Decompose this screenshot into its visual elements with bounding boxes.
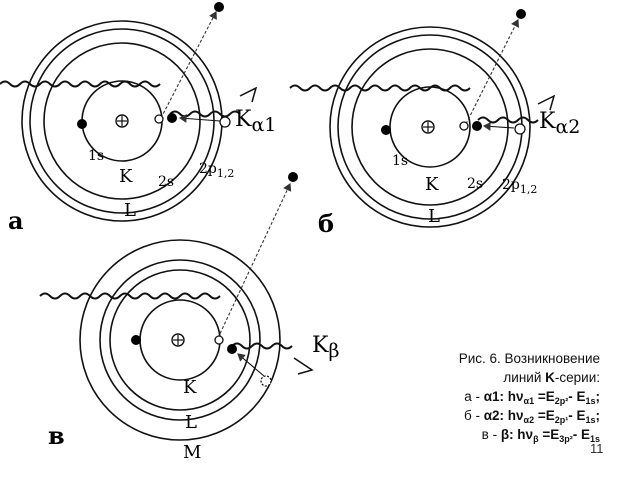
nucleus-icon — [116, 115, 128, 127]
shell-L-label: L — [185, 412, 197, 433]
shell-K-label: K — [425, 174, 439, 195]
shell-M-label: M — [183, 442, 202, 463]
electron-transition-target — [227, 344, 237, 354]
level-2p-label: $2p_{1,2}$ — [502, 177, 538, 196]
transition-label: Kα2 — [539, 109, 581, 138]
vacancy-1s — [215, 336, 223, 344]
ejected-electron — [214, 2, 224, 12]
ejected-electron-path — [161, 12, 216, 118]
shell-L-label: L — [124, 200, 136, 221]
caption-row-b: б - α2: $h\nu_{\alpha 2} =E_{2p^1}-$ $E_{1s}$; — [463, 408, 600, 425]
caption-title: Рис. 6. Возникновение — [458, 351, 600, 366]
emitted-photon-wave — [170, 112, 240, 117]
shell-L-label: L — [428, 206, 440, 227]
ejected-electron — [516, 9, 526, 19]
incident-photon-wave — [40, 294, 220, 299]
electron-transition-target — [472, 121, 482, 131]
panel-letter-a: а — [8, 206, 24, 235]
nucleus-icon — [422, 121, 434, 133]
emitted-arrow-icon — [538, 96, 554, 110]
level-2s-label: 2s — [158, 174, 175, 190]
ejected-electron-path — [218, 184, 290, 338]
electron-transition-target — [167, 113, 177, 123]
caption-subtitle: линий K-серии: — [503, 370, 600, 385]
vacancy-1s — [460, 122, 468, 130]
panel-letter-c: в — [48, 421, 65, 450]
shell-K-label: K — [119, 166, 133, 187]
emitted-photon-wave — [232, 344, 292, 349]
electron-1s-left — [77, 119, 87, 129]
level-2p-label: $2p_{1,2}$ — [199, 161, 235, 180]
transition-label: Kα1 — [235, 107, 277, 136]
electron-1s-left — [381, 125, 391, 135]
electron-1s-left — [131, 335, 141, 345]
shell-K-label: K — [183, 377, 197, 398]
emitted-arrow-icon — [240, 88, 256, 102]
panel-c — [40, 172, 339, 463]
panel-letter-b: б — [318, 209, 335, 238]
vacancy-3p — [261, 376, 271, 386]
transition-label: Kβ — [312, 333, 340, 362]
caption-row-a: а - α1: $h\nu_{\alpha 1} =E_{2p^2}-$ $E_{1s}$; — [464, 389, 600, 406]
level-2s-label: 2s — [467, 176, 484, 192]
orbit-1s-label: 1s — [392, 153, 409, 169]
caption-row-c: в - β: $h\nu_\beta =E_{3p^2}-$ $E_{1s}$ — [481, 427, 600, 444]
vacancy-2p — [515, 124, 525, 134]
ejected-electron — [288, 172, 298, 182]
vacancy-1s — [155, 115, 163, 123]
orbit-1s-label: 1s — [88, 148, 105, 164]
panel-a — [0, 2, 276, 235]
emitted-arrow-icon — [294, 358, 312, 374]
panel-b — [290, 9, 580, 238]
transition-arrow — [484, 126, 514, 128]
figure-caption — [400, 349, 600, 444]
ejected-electron-path — [466, 20, 518, 124]
incident-photon-wave — [290, 86, 470, 91]
page-number: 11 — [590, 441, 604, 456]
nucleus-icon — [172, 334, 184, 346]
vacancy-2p — [220, 117, 230, 127]
